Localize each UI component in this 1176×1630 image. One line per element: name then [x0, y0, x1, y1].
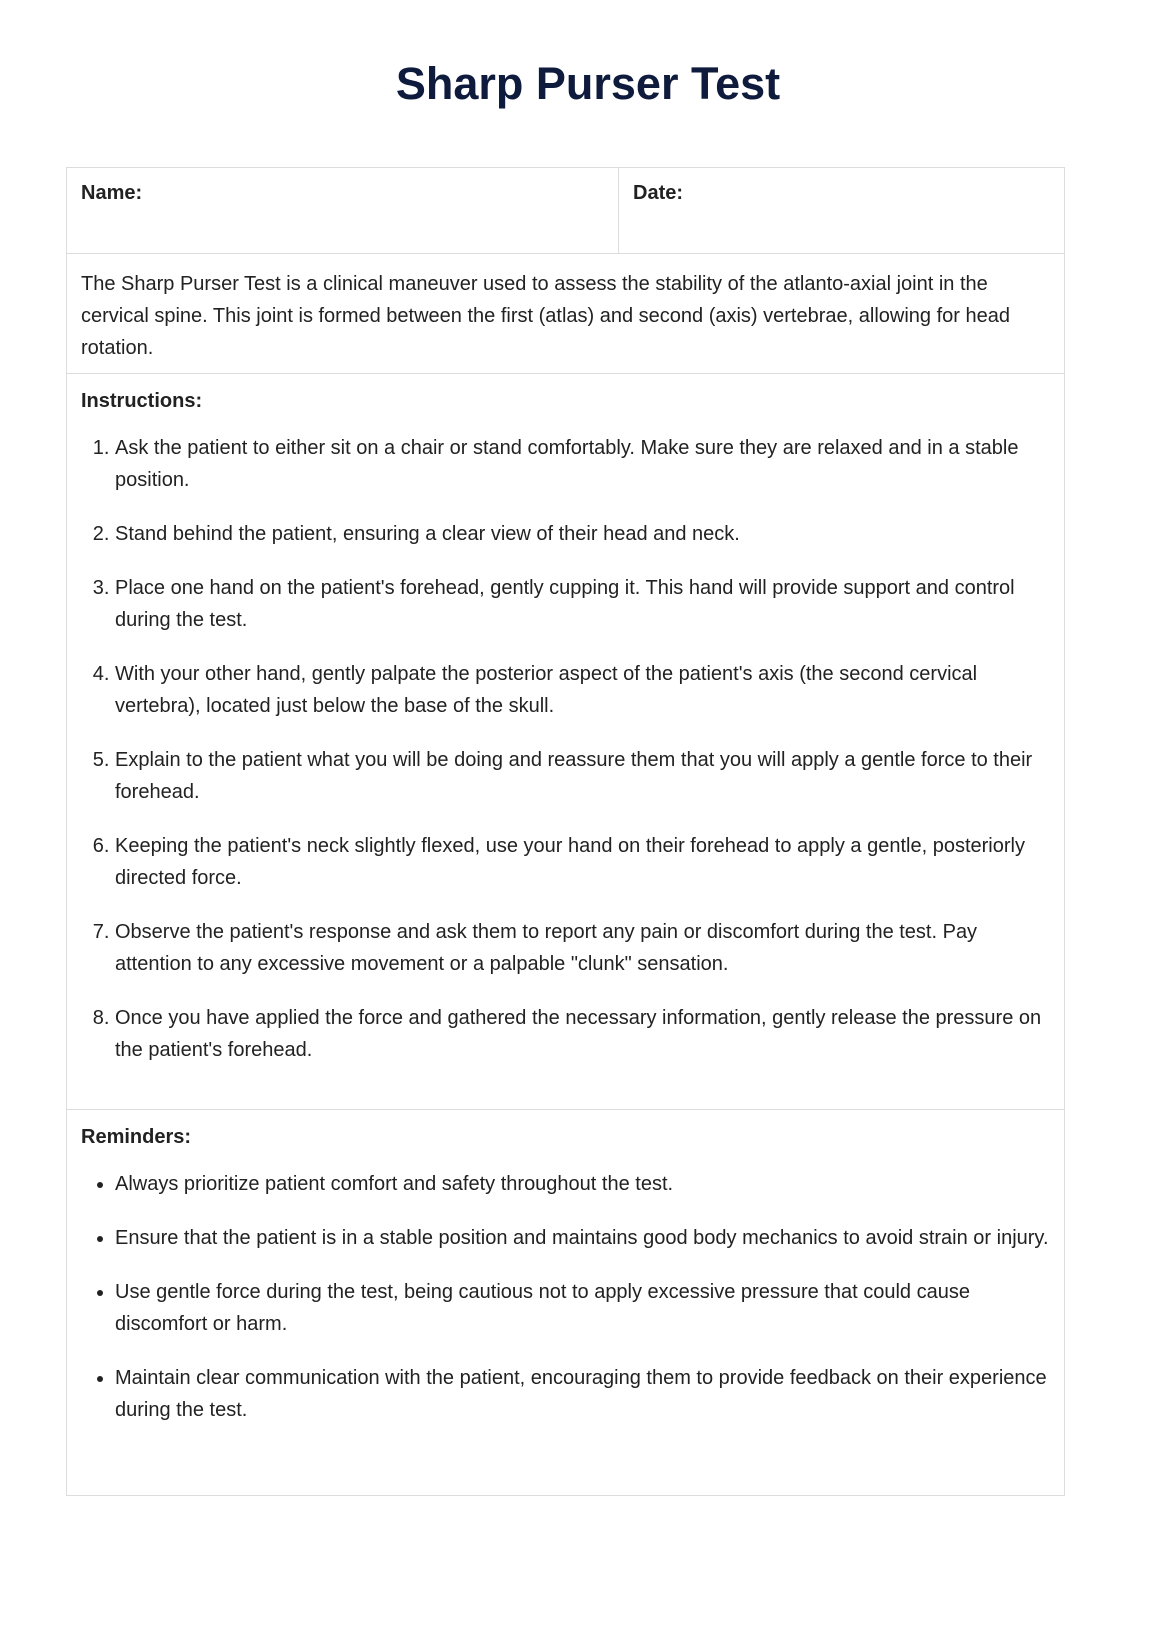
list-item: 1. Ask the patient to either sit on a chair or stand comfortably. Make sure they are relaxed and in a stable position. [115, 432, 1050, 496]
name-label: Name: [81, 182, 143, 204]
list-item: • Maintain clear communication with the patient, encouraging them to provide feedback on their experience during the test. [115, 1362, 1050, 1426]
list-item: • Ensure that the patient is in a stable position and maintains good body mechanics to avoid strain or injury. [115, 1222, 1050, 1254]
reminders-heading: Reminders: [81, 1126, 192, 1148]
name-field[interactable] [67, 168, 619, 253]
form-container [66, 167, 1065, 1496]
list-item: 2. Stand behind the patient, ensuring a clear view of their head and neck. [115, 518, 1050, 550]
instructions-list [81, 432, 1050, 1066]
description: The Sharp Purser Test is a clinical maneuver used to assess the stability of the atlanto-axial joint in the cervical spine. This joint is formed between the first (atlas) and second (axis) vertebrae, allowing for head rotation. [67, 254, 1064, 374]
list-item: 3. Place one hand on the patient's forehead, gently cupping it. This hand will provide support and control during the test. [115, 572, 1050, 636]
patient-info-row [67, 168, 1064, 254]
date-field[interactable] [619, 168, 1064, 253]
instructions-section [67, 374, 1064, 1110]
date-label: Date: [633, 182, 684, 204]
page-title: Sharp Purser Test [395, 58, 781, 109]
list-item: 8. Once you have applied the force and gathered the necessary information, gently release the pressure on the patient's forehead. [115, 1002, 1050, 1066]
instructions-heading: Instructions: [81, 390, 203, 412]
reminders-list [81, 1168, 1050, 1426]
list-item: 6. Keeping the patient's neck slightly flexed, use your hand on their forehead to apply a gentle, posteriorly directed force. [115, 830, 1050, 894]
list-item: 4. With your other hand, gently palpate the posterior aspect of the patient's axis (the second cervical vertebra), located just below the base of the skull. [115, 658, 1050, 722]
list-item: 7. Observe the patient's response and ask them to report any pain or discomfort during the test. Pay attention to any excessive movement or a palpable "clunk" sensation. [115, 916, 1050, 980]
list-item: • Always prioritize patient comfort and safety throughout the test. [115, 1168, 1050, 1200]
list-item: 5. Explain to the patient what you will be doing and reassure them that you will apply a gentle force to their forehead. [115, 744, 1050, 808]
reminders-section [67, 1110, 1064, 1426]
list-item: • Use gentle force during the test, being cautious not to apply excessive pressure that could cause discomfort or harm. [115, 1276, 1050, 1340]
